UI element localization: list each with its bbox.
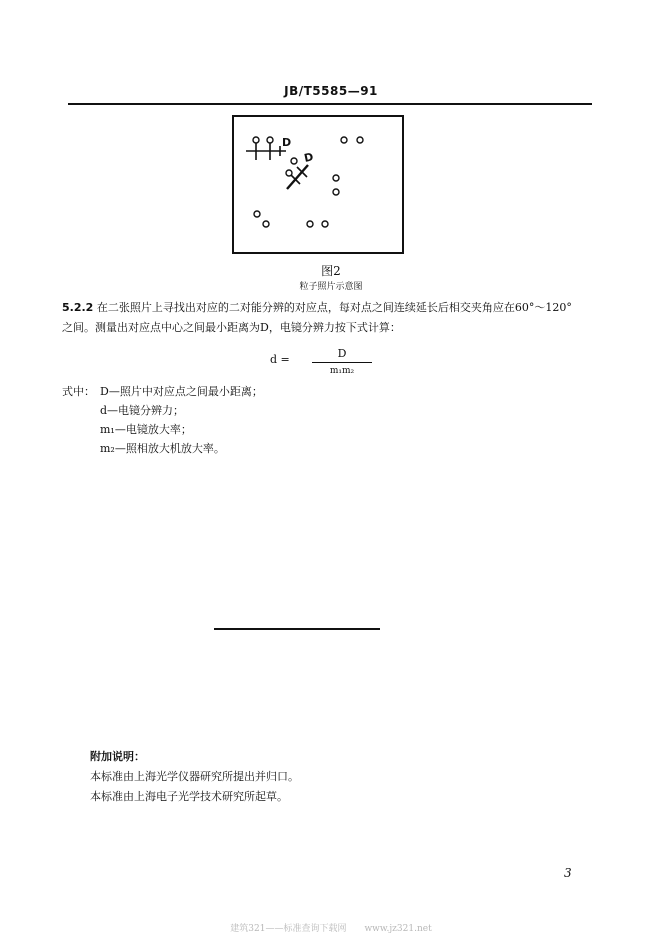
where-item: d—电镜分辨力； — [100, 404, 185, 417]
section-line-1 — [62, 298, 602, 317]
figure-label: 图2 — [321, 264, 341, 278]
section-number: 5.2.2 — [62, 301, 94, 314]
marker-label-d2: D — [302, 150, 315, 165]
particle-dot — [263, 221, 269, 227]
particle-dot — [253, 137, 259, 143]
particle-dot — [333, 189, 339, 195]
particle-dot — [307, 221, 313, 227]
note-line: 本标准由上海光学仪器研究所提出并归口。 — [90, 770, 299, 783]
particle-dot — [357, 137, 363, 143]
footer-watermark: 建筑321——标准查询下载网 www.jz321.net — [230, 924, 432, 934]
page-number: 3 — [564, 866, 572, 880]
formula-lhs: d = — [270, 353, 290, 366]
section-text-1: 在二张照片上寻找出对应的二对能分辨的对应点，每对点之间连续延长后相交夹角应在60°～120° — [96, 301, 572, 314]
figure-caption: 粒子照片示意图 — [299, 282, 363, 292]
particle-dot — [291, 158, 297, 164]
note-title: 附加说明： — [90, 750, 145, 763]
particle-dot — [286, 170, 292, 176]
particle-figure — [232, 115, 404, 254]
formula-denominator: m₁m₂ — [329, 366, 355, 376]
header-rule — [68, 103, 592, 105]
fraction-bar — [312, 362, 372, 363]
particle-dot — [267, 137, 273, 143]
particle-dot — [254, 211, 260, 217]
note-line: 本标准由上海电子光学技术研究所起草。 — [90, 790, 288, 803]
where-item: m₂—照相放大机放大率。 — [100, 442, 225, 455]
where-item: D—照片中对应点之间最小距离； — [100, 385, 263, 398]
section-text-2: 之间。测量出对应点中心之间最小距离为D，电镜分辨力按下式计算： — [62, 321, 401, 334]
where-item: m₁—电镜放大率； — [100, 423, 192, 436]
formula-numerator: D — [337, 347, 347, 360]
end-rule — [214, 628, 380, 630]
particle-dot — [333, 175, 339, 181]
marker-label-d1: D — [282, 136, 292, 149]
standard-code: JB/T5585—91 — [284, 84, 378, 98]
particle-dot — [322, 221, 328, 227]
where-intro: 式中： — [62, 385, 95, 398]
particle-dot — [341, 137, 347, 143]
